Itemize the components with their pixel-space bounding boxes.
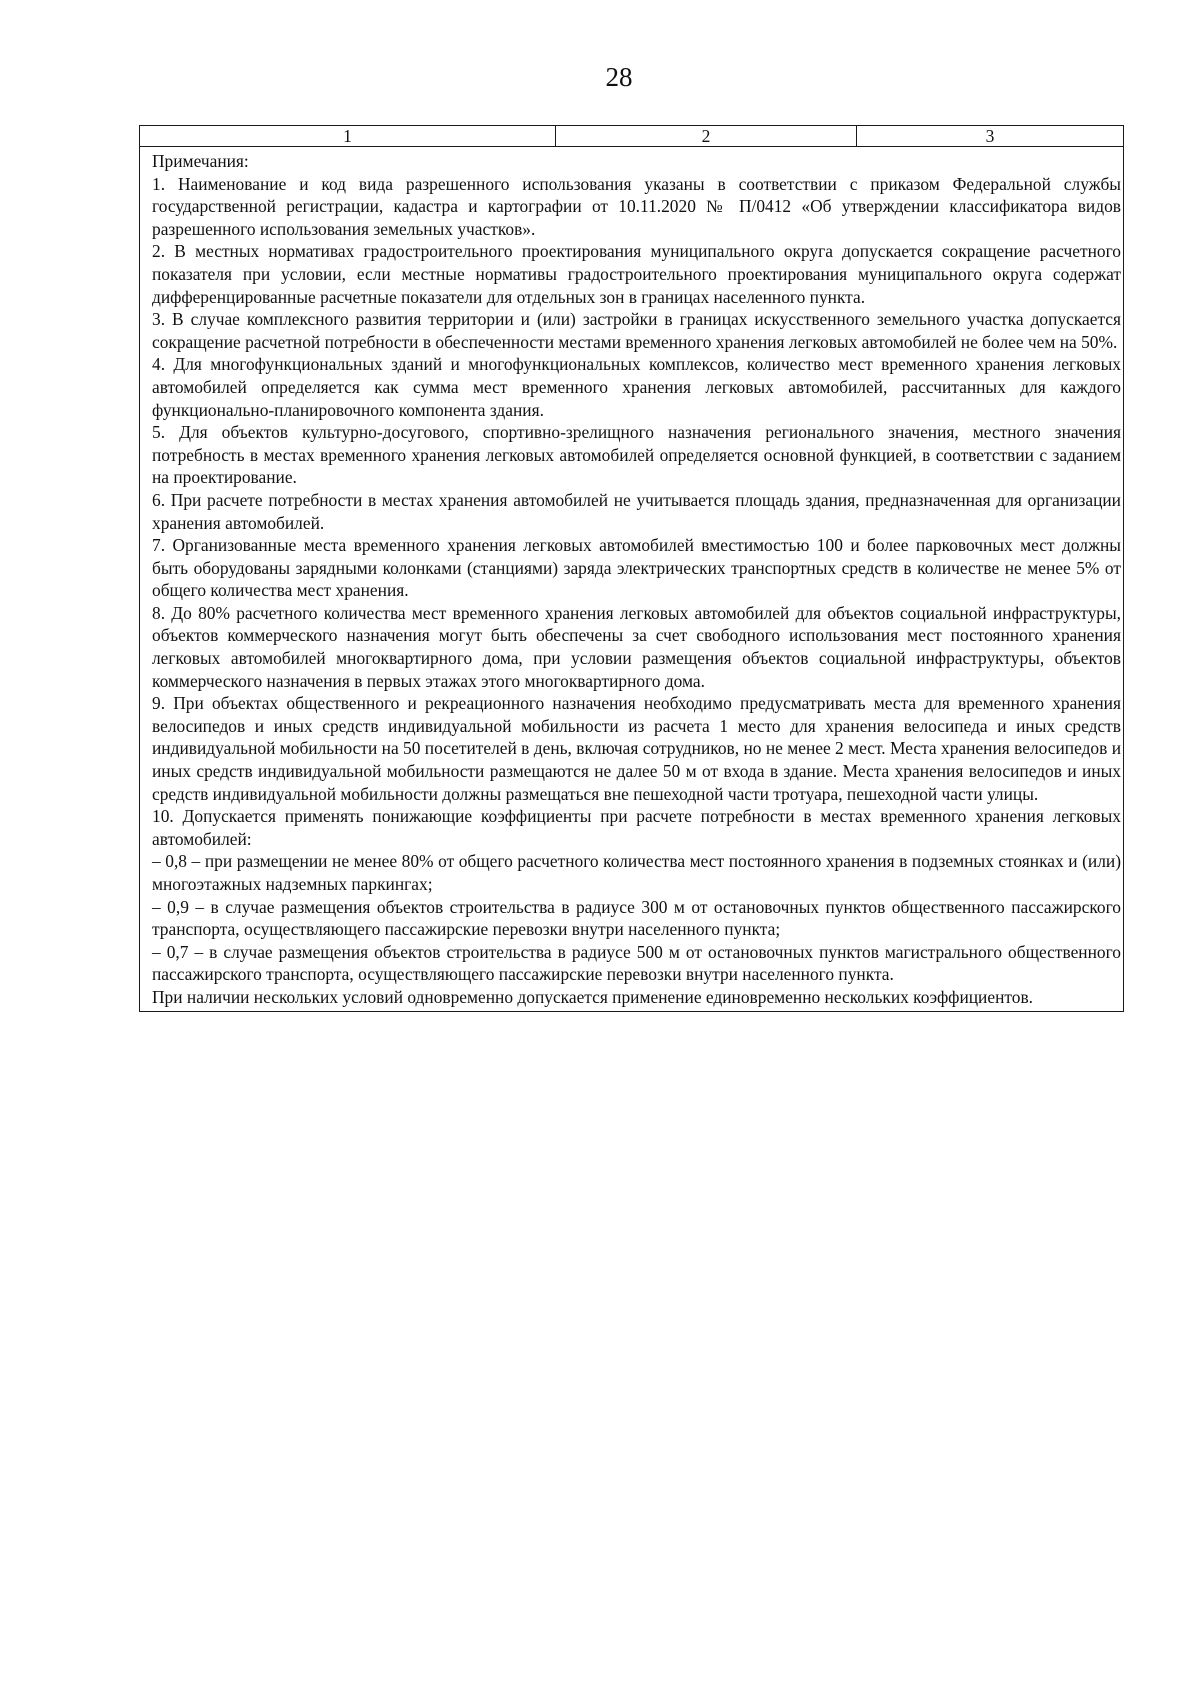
notes-title: Примечания: <box>152 151 249 171</box>
notes-table <box>139 125 1124 1012</box>
note-10-coefficient-0-9: – 0,9 – в случае размещения объектов строительства в радиусе 300 м от остановочных пунктов общественного пассажирского транспорта, осуществляющего пассажирские перевозки внутри населенного пункта; <box>152 896 1121 940</box>
notes-row <box>140 147 1124 1012</box>
column-header-row <box>140 126 1124 147</box>
column-header-3: 3 <box>857 126 1124 147</box>
column-header-2: 2 <box>556 126 857 147</box>
note-10-coefficient-0-8: – 0,8 – при размещении не менее 80% от общего расчетного количества мест постоянного хранения в подземных стоянках и (или) многоэтажных надземных паркингах; <box>152 851 1121 894</box>
note-7: 7. Организованные места временного хранения легковых автомобилей вместимостью 100 и более парковочных мест должны быть оборудованы зарядными колонками (станциями) заряда электрических транспортных средств в количестве не менее 5% от общего количества мест хранения. <box>152 535 1121 601</box>
note-2: 2. В местных нормативах градостроительного проектирования муниципального округа допускается сокращение расчетного показателя при условии, если местные нормативы градостроительного проектирования муниципального округа содержат дифференцированные расчетные показатели для отдельных зон в границах населенного пункта. <box>152 241 1121 307</box>
note-5: 5. Для объектов культурно-досугового, спортивно-зрелищного назначения регионального значения, местного значения потребность в местах временного хранения легковых автомобилей определяется основной функцией, в соответствии с заданием на проектирование. <box>152 422 1121 488</box>
note-final: При наличии нескольких условий одновременно допускается применение единовременно нескольких коэффициентов. <box>152 986 1034 1007</box>
note-4: 4. Для многофункциональных зданий и многофункциональных комплексов, количество мест временного хранения легковых автомобилей определяется как сумма мест временного хранения легковых автомобилей, рассчитанных для каждого функционально-планировочного компонента здания. <box>152 354 1121 420</box>
note-10: 10. Допускается применять понижающие коэффициенты при расчете потребности в местах временного хранения легковых автомобилей: <box>152 806 1121 849</box>
column-header-1: 1 <box>140 126 556 147</box>
note-10-coefficient-0-7: – 0,7 – в случае размещения объектов строительства в радиусе 500 м от остановочных пунктов магистрального общественного пассажирского транспорта, осуществляющего пассажирские перевозки внутри населенного пункта. <box>152 941 1121 985</box>
note-6: 6. При расчете потребности в местах хранения автомобилей не учитывается площадь здания, предназначенная для организации хранения автомобилей. <box>152 489 1121 533</box>
note-8: 8. До 80% расчетного количества мест временного хранения легковых автомобилей для объектов социальной инфраструктуры, объектов коммерческого назначения могут быть обеспечены за счет свободного использования мест постоянного хранения легковых автомобилей многоквартирного дома, при условии размещения объектов социальной инфраструктуры, объектов коммерческого назначения в первых этажах этого многоквартирного дома. <box>152 602 1121 691</box>
note-3: 3. В случае комплексного развития территории и (или) застройки в границах искусственного земельного участка допускается сокращение расчетной потребности в обеспеченности местами временного хранения легковых автомобилей не более чем на 50%. <box>152 309 1121 352</box>
note-1: 1. Наименование и код вида разрешенного использования указаны в соответствии с приказом Федеральной службы государственной регистрации, кадастра и картографии от 10.11.2020 № П/0412 «Об утверждении классификатора видов разрешенного использования земельных участков». <box>152 173 1121 239</box>
notes-cell <box>140 147 1124 1012</box>
page-number: 28 <box>605 62 633 92</box>
note-9: 9. При объектах общественного и рекреационного назначения необходимо предусматривать места для временного хранения велосипедов и иных средств индивидуальной мобильности из расчета 1 место для хранения велосипеда и иных средств индивидуальной мобильности на 50 посетителей в день, включая сотрудников, но не менее 2 мест. Места хранения велосипедов и иных средств индивидуальной мобильности размещаются не далее 50 м от входа в здание. Места хранения велосипедов и иных средств индивидуальной мобильности должны размещаться вне пешеходной части тротуара, пешеходной части улицы. <box>152 693 1121 804</box>
